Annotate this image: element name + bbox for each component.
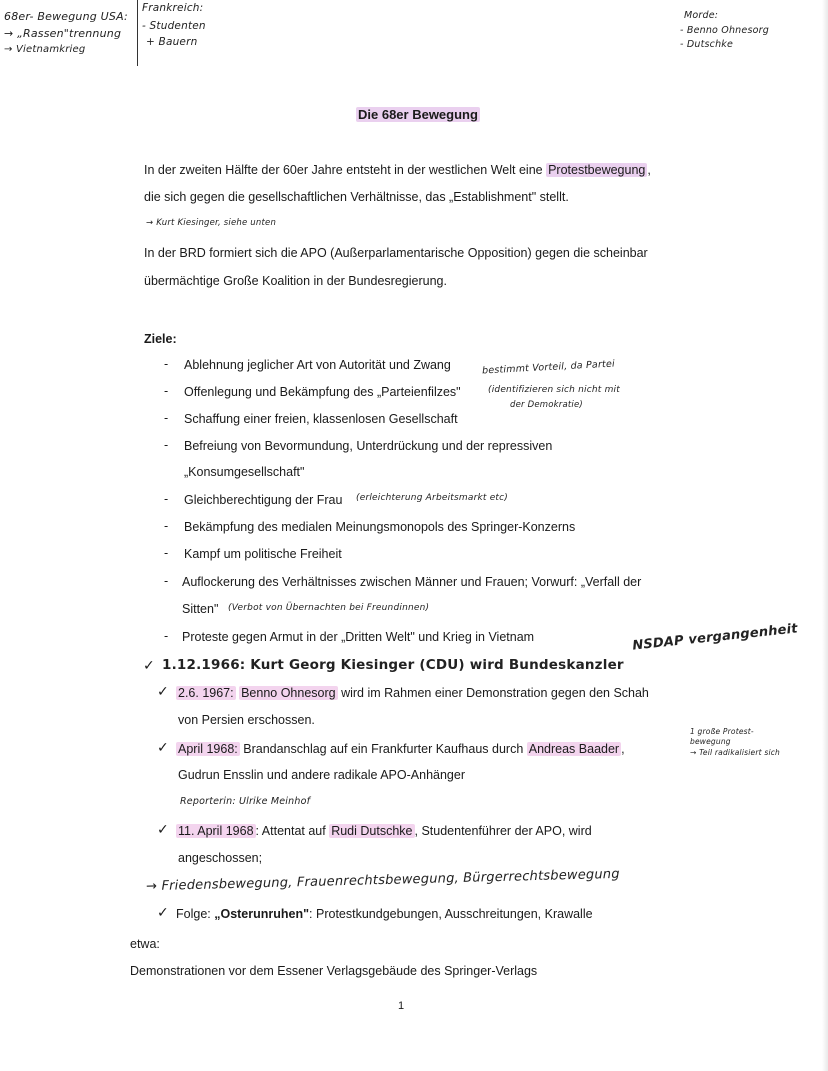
intro-text-b: , (647, 163, 651, 177)
intro-text-a: In der zweiten Hälfte der 60er Jahre entsteht in der westlichen Welt eine (144, 163, 547, 177)
list-item: Bekämpfung des medialen Meinungsmonopols des Springer-Konzerns (184, 520, 576, 534)
note-france-line1: - Studenten (142, 20, 206, 32)
document-title-text: Die 68er Bewegung (358, 107, 478, 122)
note-sitten: (Verbot von Übernachten bei Freundinnen) (228, 603, 430, 613)
list-bullet: - (164, 629, 169, 643)
note-morde-title: Morde: (684, 10, 719, 21)
list-bullet: - (164, 438, 169, 452)
event-brandanschlag-name: Andreas Baader (528, 742, 620, 756)
note-usa-line2: → Vietnamkrieg (4, 44, 86, 55)
event-brandanschlag-date: April 1968: (178, 742, 238, 756)
list-bullet: - (164, 357, 169, 371)
note-morde-line1: - Benno Ohnesorg (680, 25, 769, 36)
list-bullet: - (164, 546, 169, 560)
note-parteienfilz-1: bestimmt Vorteil, da Partei (481, 358, 616, 377)
list-item: Proteste gegen Armut in der „Dritten Welt" und Krieg in Vietnam (182, 630, 535, 644)
note-kiesinger-ref: → Kurt Kiesinger, siehe unten (146, 218, 277, 228)
note-usa-title: 68er- Bewegung USA: (4, 10, 128, 23)
note-reporterin: Reporterin: Ulrike Meinhof (180, 796, 311, 807)
note-france-title: Frankreich: (142, 2, 204, 14)
event-brandanschlag-line2: Gudrun Ensslin und andere radikale APO-Anhänger (178, 768, 465, 782)
note-side-3: → Teil radikalisiert sich (690, 748, 781, 757)
closing-line: Demonstrationen vor dem Essener Verlagsgebäude des Springer-Verlags (130, 964, 538, 978)
list-item: Gleichberechtigung der Frau (184, 493, 343, 507)
list-bullet: - (164, 384, 169, 398)
note-side-1: 1 große Protest- (690, 727, 754, 736)
list-bullet: - (164, 574, 169, 588)
list-item: Offenlegung und Bekämpfung des „Parteienfilzes" (184, 385, 461, 399)
ziele-heading: Ziele: (144, 332, 177, 346)
note-parteienfilz-2: (identifizieren sich nicht mit (488, 385, 620, 395)
event-dutschke-line2: angeschossen; (178, 851, 263, 865)
event-ohnesorg-name: Benno Ohnesorg (241, 686, 336, 700)
event-brandanschlag-end: , (621, 742, 625, 756)
list-item: Befreiung von Bevormundung, Unterdrückung und der repressiven (184, 439, 553, 453)
event-osterunruhen-rest: : Protestkundgebungen, Ausschreitungen, Krawalle (309, 907, 593, 921)
note-kiesinger-event: 1.12.1966: Kurt Georg Kiesinger (CDU) wird Bundeskanzler (162, 657, 624, 673)
note-usa-line1: → „Rassen"trennung (4, 27, 122, 40)
note-divider (137, 0, 138, 66)
list-item: Kampf um politische Freiheit (184, 547, 342, 561)
list-bullet: - (164, 519, 169, 533)
checkmark-icon: ✓ (157, 740, 169, 756)
event-brandanschlag-mid: Brandanschlag auf ein Frankfurter Kaufhaus durch (239, 742, 527, 756)
checkmark-icon: ✓ (157, 905, 169, 921)
event-osterunruhen-pre: Folge: (176, 907, 215, 921)
note-nsdap: NSDAP vergangenheit (631, 621, 799, 654)
event-ohnesorg-line2: von Persien erschossen. (178, 713, 315, 727)
note-bewegungen: → Friedensbewegung, Frauenrechtsbewegung, Bürgerrechtsbewegung (145, 866, 620, 895)
note-morde-line2: - Dutschke (680, 39, 734, 50)
note-side-2: bewegung (690, 737, 731, 746)
event-dutschke-rest: , Studentenführer der APO, wird (414, 824, 592, 838)
document-title (356, 107, 480, 122)
note-parteienfilz-3: der Demokratie) (510, 400, 583, 410)
list-item-continuation: Sitten" (182, 602, 219, 616)
page-number: 1 (398, 1000, 405, 1012)
intro-highlight-protestbewegung: Protestbewegung (548, 163, 646, 177)
event-ohnesorg-date: 2.6. 1967: (178, 686, 234, 700)
list-bullet: - (164, 411, 169, 425)
checkmark-icon: ✓ (157, 822, 169, 838)
event-dutschke-date: 11. April 1968 (178, 824, 254, 838)
note-frau: (erleichterung Arbeitsmarkt etc) (356, 493, 509, 503)
event-osterunruhen (176, 905, 593, 923)
list-item: Schaffung einer freien, klassenlosen Gesellschaft (184, 412, 458, 426)
scan-edge-shadow (822, 0, 828, 1071)
apo-line-2: übermächtige Große Koalition in der Bundesregierung. (144, 274, 447, 288)
intro-line-1 (144, 161, 651, 179)
event-ohnesorg-rest: wird im Rahmen einer Demonstration gegen den Schah (337, 686, 649, 700)
apo-line-1: In der BRD formiert sich die APO (Außerparlamentarische Opposition) gegen die scheinbar (144, 246, 648, 260)
checkmark-icon: ✓ (157, 684, 169, 700)
event-osterunruhen-bold: „Osterunruhen" (214, 907, 310, 921)
list-item-continuation: „Konsumgesellschaft" (184, 465, 305, 479)
checkmark-icon: ✓ (143, 658, 155, 674)
event-dutschke (176, 822, 592, 840)
note-france-line2: + Bauern (146, 36, 198, 48)
etwa-label: etwa: (130, 937, 160, 951)
event-dutschke-name: Rudi Dutschke (331, 824, 413, 838)
list-item: Ablehnung jeglicher Art von Autorität und Zwang (184, 358, 451, 372)
list-bullet: - (164, 492, 169, 506)
list-item: Auflockerung des Verhältnisses zwischen Männer und Frauen; Vorwurf: „Verfall der (182, 575, 642, 589)
event-dutschke-mid: : Attentat auf (255, 824, 330, 838)
event-brandanschlag (176, 740, 625, 758)
intro-line-2: die sich gegen die gesellschaftlichen Verhältnisse, das „Establishment" stellt. (144, 190, 569, 204)
event-ohnesorg (176, 684, 649, 702)
